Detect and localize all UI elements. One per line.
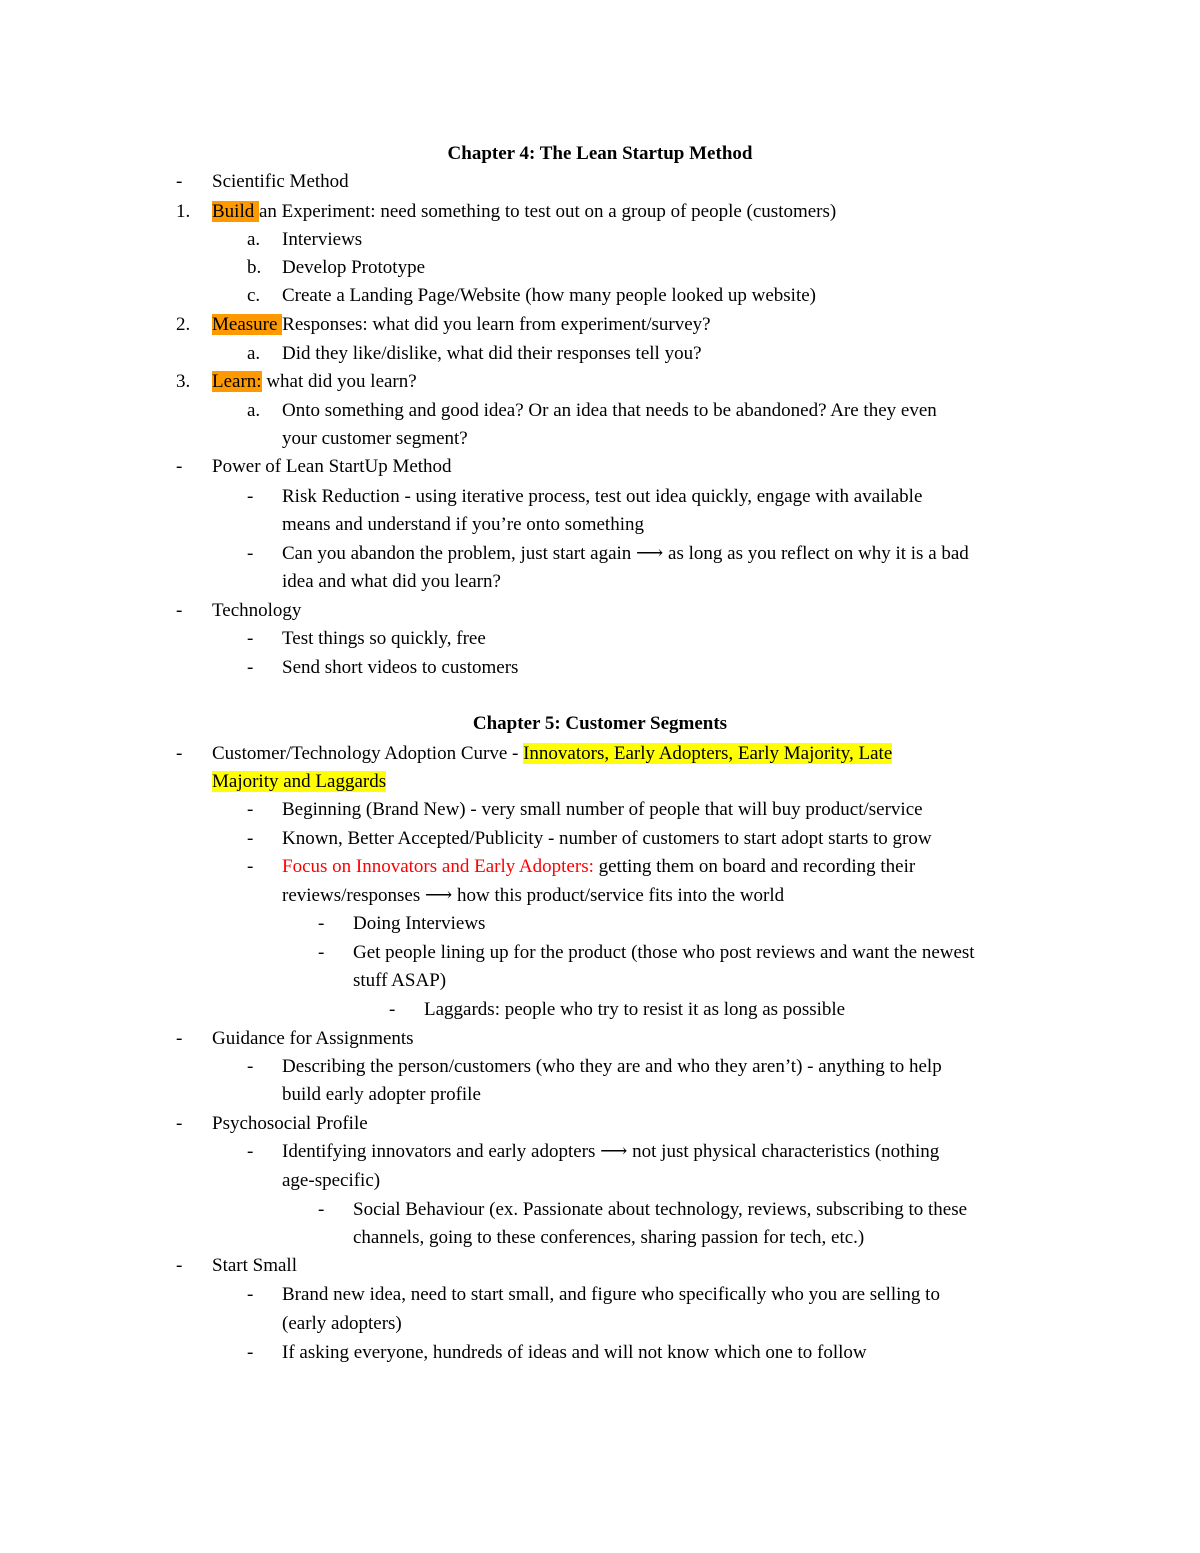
bullet-dash: -: [176, 1113, 183, 1134]
identifying-line2: age-specific): [282, 1170, 381, 1191]
list-number: 1.: [176, 201, 191, 222]
bullet-dash: -: [247, 486, 254, 507]
describing-line2: build early adopter profile: [282, 1084, 481, 1105]
tech-sub-1: Test things so quickly, free: [282, 628, 486, 649]
adoption-curve-highlight-2: Majority and Laggards: [212, 771, 387, 792]
beginning-item: Beginning (Brand New) - very small number of people that will buy product/service: [282, 799, 923, 820]
bullet-dash: -: [247, 828, 254, 849]
bullet-dash: -: [318, 942, 325, 963]
measure-sub-a: Did they like/dislike, what did their responses tell you?: [282, 343, 702, 364]
risk-reduction-line2: means and understand if you’re onto something: [282, 514, 644, 535]
adoption-curve-line1: [212, 740, 892, 768]
build-highlight: Build: [212, 201, 259, 222]
chapter-5-heading: Chapter 5: Customer Segments: [472, 713, 728, 734]
measure-highlight: Measure: [212, 314, 283, 335]
power-item: Power of Lean StartUp Method: [212, 456, 452, 477]
social-behaviour-line2: channels, going to these conferences, sharing passion for tech, etc.): [353, 1227, 865, 1248]
bullet-dash: -: [247, 543, 254, 564]
build-sub-a: Interviews: [282, 229, 363, 250]
asking-everyone-item: If asking everyone, hundreds of ideas and will not know which one to follow: [282, 1342, 867, 1363]
abandon-line2: idea and what did you learn?: [282, 571, 501, 592]
scientific-method-item: Scientific Method: [212, 171, 349, 192]
list-letter: c.: [247, 285, 261, 306]
brand-new-line2: (early adopters): [282, 1313, 402, 1334]
learn-sub-a-line2: your customer segment?: [282, 428, 468, 449]
learn-sub-a-line1: Onto something and good idea? Or an idea that needs to be abandoned? Are they even: [282, 400, 937, 421]
learn-item: [212, 368, 417, 396]
focus-line2: reviews/responses ⟶ how this product/service fits into the world: [282, 885, 785, 906]
chapter-4-heading: Chapter 4: The Lean Startup Method: [447, 143, 753, 164]
adoption-curve-line2: [212, 768, 386, 796]
measure-text: Responses: what did you learn from experiment/survey?: [282, 314, 711, 335]
list-number: 3.: [176, 371, 191, 392]
bullet-dash: -: [176, 743, 183, 764]
focus-line1: [282, 853, 915, 881]
adoption-curve-highlight: Innovators, Early Adopters, Early Majority, Late: [523, 743, 893, 764]
identifying-line1: Identifying innovators and early adopters ⟶ not just physical characteristics (nothing: [282, 1141, 940, 1162]
technology-item: Technology: [212, 600, 302, 621]
build-sub-c: Create a Landing Page/Website (how many people looked up website): [282, 285, 817, 306]
tech-sub-2: Send short videos to customers: [282, 657, 519, 678]
bullet-dash: -: [247, 1342, 254, 1363]
learn-highlight: Learn:: [212, 371, 262, 392]
brand-new-line1: Brand new idea, need to start small, and figure who specifically who you are selling to: [282, 1284, 940, 1305]
bullet-dash: -: [247, 657, 254, 678]
bullet-dash: -: [176, 1255, 183, 1276]
adoption-curve-text: Customer/Technology Adoption Curve -: [212, 743, 524, 764]
focus-red-text: Focus on Innovators and Early Adopters:: [282, 856, 594, 877]
list-letter: b.: [247, 257, 262, 278]
risk-reduction-line1: Risk Reduction - using iterative process, test out idea quickly, engage with available: [282, 486, 923, 507]
list-letter: a.: [247, 343, 261, 364]
social-behaviour-line1: Social Behaviour (ex. Passionate about technology, reviews, subscribing to these: [353, 1199, 968, 1220]
list-number: 2.: [176, 314, 191, 335]
bullet-dash: -: [176, 600, 183, 621]
bullet-dash: -: [247, 856, 254, 877]
measure-item: [212, 311, 711, 339]
bullet-dash: -: [247, 1284, 254, 1305]
bullet-dash: -: [247, 799, 254, 820]
abandon-line1: Can you abandon the problem, just start again ⟶ as long as you reflect on why it is a bad: [282, 543, 969, 564]
bullet-dash: -: [176, 1028, 183, 1049]
psychosocial-item: Psychosocial Profile: [212, 1113, 368, 1134]
laggards-item: Laggards: people who try to resist it as long as possible: [424, 999, 846, 1020]
bullet-dash: -: [247, 1141, 254, 1162]
build-sub-b: Develop Prototype: [282, 257, 426, 278]
learn-text: what did you learn?: [261, 371, 417, 392]
bullet-dash: -: [318, 913, 325, 934]
bullet-dash: -: [247, 1056, 254, 1077]
bullet-dash: -: [318, 1199, 325, 1220]
start-small-item: Start Small: [212, 1255, 297, 1276]
bullet-dash: -: [176, 171, 183, 192]
list-letter: a.: [247, 400, 261, 421]
doing-interviews-item: Doing Interviews: [353, 913, 486, 934]
describing-line1: Describing the person/customers (who they are and who they aren’t) - anything to help: [282, 1056, 942, 1077]
guidance-item: Guidance for Assignments: [212, 1028, 414, 1049]
known-item: Known, Better Accepted/Publicity - number of customers to start adopt starts to grow: [282, 828, 932, 849]
lining-up-line1: Get people lining up for the product (those who post reviews and want the newest: [353, 942, 975, 963]
list-letter: a.: [247, 229, 261, 250]
focus-text: getting them on board and recording their: [593, 856, 916, 877]
lining-up-line2: stuff ASAP): [353, 970, 447, 991]
bullet-dash: -: [176, 456, 183, 477]
bullet-dash: -: [247, 628, 254, 649]
build-text: an Experiment: need something to test out on a group of people (customers): [258, 201, 837, 222]
bullet-dash: -: [389, 999, 396, 1020]
build-item: [212, 198, 836, 226]
